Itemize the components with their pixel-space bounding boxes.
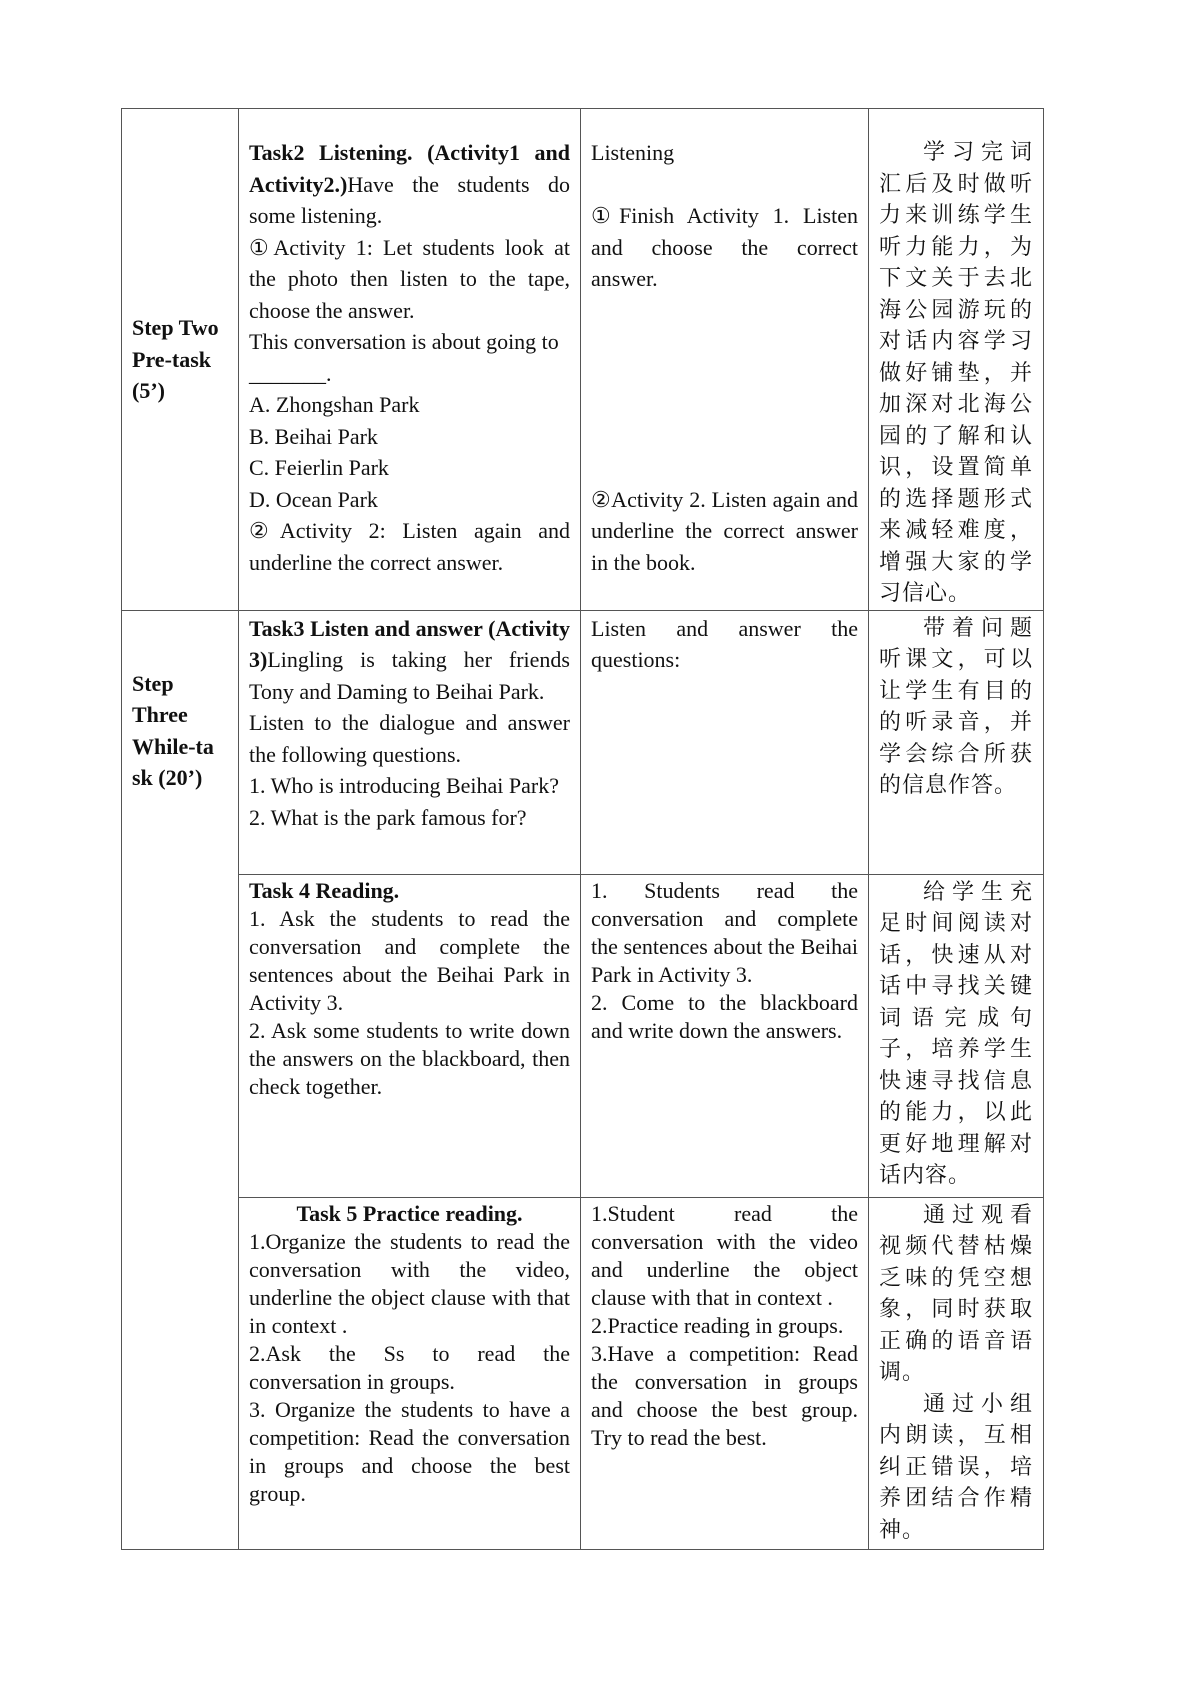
- teacher-activity-cell: [239, 109, 581, 611]
- option-a: A. Zhongshan Park: [249, 392, 420, 417]
- task4-title: Task 4 Reading.: [249, 877, 400, 903]
- option-c: C. Feierlin Park: [249, 455, 389, 480]
- task5-student-1: 1.Student read the conversation with the video and underline the object clause with that in context .: [591, 1200, 858, 1310]
- task3-question-1: 1. Who is introducing Beihai Park?: [249, 773, 559, 798]
- task3-description: Lingling is taking her friends Tony and Daming to Beihai Park.: [249, 647, 570, 704]
- task2-heading: [249, 137, 570, 232]
- student-activity-cell: [581, 109, 869, 611]
- task2-title: Task2 Listening. (Activity1 and Activity2.): [249, 140, 570, 197]
- task5-purpose-1: 通过观看视频代替枯燥乏味的凭空想象，同时获取正确的语音语调。: [879, 1202, 1033, 1385]
- step-three-task4-row: [122, 874, 1044, 1197]
- teacher-activity-cell: [239, 610, 581, 874]
- step-three-label: [122, 611, 238, 794]
- task4-step-2: 2. Ask some students to write down the answers on the blackboard, then check together.: [249, 1017, 570, 1099]
- step-three-label-cell: [122, 610, 239, 1549]
- student-activity-2: ②Activity 2. Listen again and underline the correct answer in the book.: [591, 486, 858, 575]
- task3-heading: [249, 613, 570, 708]
- question-text: This conversation is about going to _______.: [249, 329, 559, 386]
- task5-purpose-2: 通过小组内朗读，互相纠正错误，培养团结合作精神。: [879, 1391, 1033, 1543]
- task5-student-3: 3.Have a competition: Read the conversation in groups and choose the best group. Try to read the best.: [591, 1340, 858, 1450]
- lesson-plan-table: [121, 108, 1044, 1550]
- step-two-row: [122, 109, 1044, 611]
- step-label-line: While-ta: [132, 733, 214, 759]
- task3-question-2: 2. What is the park famous for?: [249, 804, 527, 830]
- purpose-text: 学习完词汇后及时做听力来训练学生听力能力，为下文关于去北海公园游玩的对话内容学习做好铺垫，并加深对北海公园的了解和认识，设置简单的选择题形式来减轻难度，增强大家的学习信心。: [879, 140, 1033, 606]
- step-label-line: Three: [132, 702, 188, 727]
- teacher-activity-cell: [239, 1197, 581, 1549]
- step-label-line: (5’): [132, 378, 165, 403]
- task5-title: Task 5 Practice reading.: [296, 1200, 523, 1226]
- step-three-task5-row: [122, 1197, 1044, 1549]
- task5-step-3: 3. Organize the students to have a competition: Read the conversation in groups and choose the best group.: [249, 1396, 570, 1506]
- purpose-cell: [869, 610, 1044, 874]
- activity1-text: ①Activity 1: Let students look at the photo then listen to the tape, choose the answer.: [249, 234, 570, 323]
- student-title: Listening: [591, 140, 675, 165]
- option-b: B. Beihai Park: [249, 423, 378, 449]
- purpose-cell: [869, 1197, 1044, 1549]
- task4-student-2: 2. Come to the blackboard and write down the answers.: [591, 989, 858, 1043]
- step-label-line: Step: [132, 670, 174, 696]
- step-label-line: Step Two: [132, 315, 219, 340]
- student-activity-cell: [581, 874, 869, 1197]
- purpose-cell: [869, 874, 1044, 1197]
- student-activity-cell: [581, 1197, 869, 1549]
- teacher-activity-cell: [239, 874, 581, 1197]
- task5-student-2: 2.Practice reading in groups.: [591, 1312, 844, 1338]
- step-two-label-cell: [122, 109, 239, 611]
- student-activity-cell: [581, 610, 869, 874]
- task3-purpose: 带着问题听课文，可以让学生有目的的听录音，并学会综合所获的信息作答。: [879, 615, 1033, 798]
- task5-step-1: 1.Organize the students to read the conversation with the video, underline the object clause with that in context .: [249, 1228, 570, 1338]
- step-three-task3-row: [122, 610, 1044, 874]
- task4-student-1: 1. Students read the conversation and complete the sentences about the Beihai Park in Activity 3.: [591, 877, 858, 987]
- task3-title: Task3 Listen and answer (Activity 3): [249, 615, 570, 672]
- task3-instruction: Listen to the dialogue and answer the following questions.: [249, 710, 570, 767]
- task5-step-2: 2.Ask the Ss to read the conversation in groups.: [249, 1340, 570, 1394]
- step-two-label: [122, 312, 238, 407]
- task4-step-1: 1. Ask the students to read the conversation and complete the sentences about the Beihai Park in Activity 3.: [249, 905, 570, 1015]
- step-label-line: Pre-task: [132, 346, 212, 372]
- option-d: D. Ocean Park: [249, 486, 378, 512]
- student-activity-1: ①Finish Activity 1. Listen and choose the correct answer.: [591, 203, 858, 291]
- task2-description: Have the students do some listening.: [249, 171, 570, 228]
- activity2-text: ②Activity 2: Listen again and underline the correct answer.: [249, 518, 570, 575]
- purpose-cell: [869, 109, 1044, 611]
- step-label-line: sk (20’): [132, 765, 203, 790]
- task3-student-activity: Listen and answer the questions:: [591, 615, 858, 672]
- task4-purpose: 给学生充足时间阅读对话，快速从对话中寻找关键词语完成句子，培养学生快速寻找信息的能力，以此更好地理解对话内容。: [879, 879, 1033, 1188]
